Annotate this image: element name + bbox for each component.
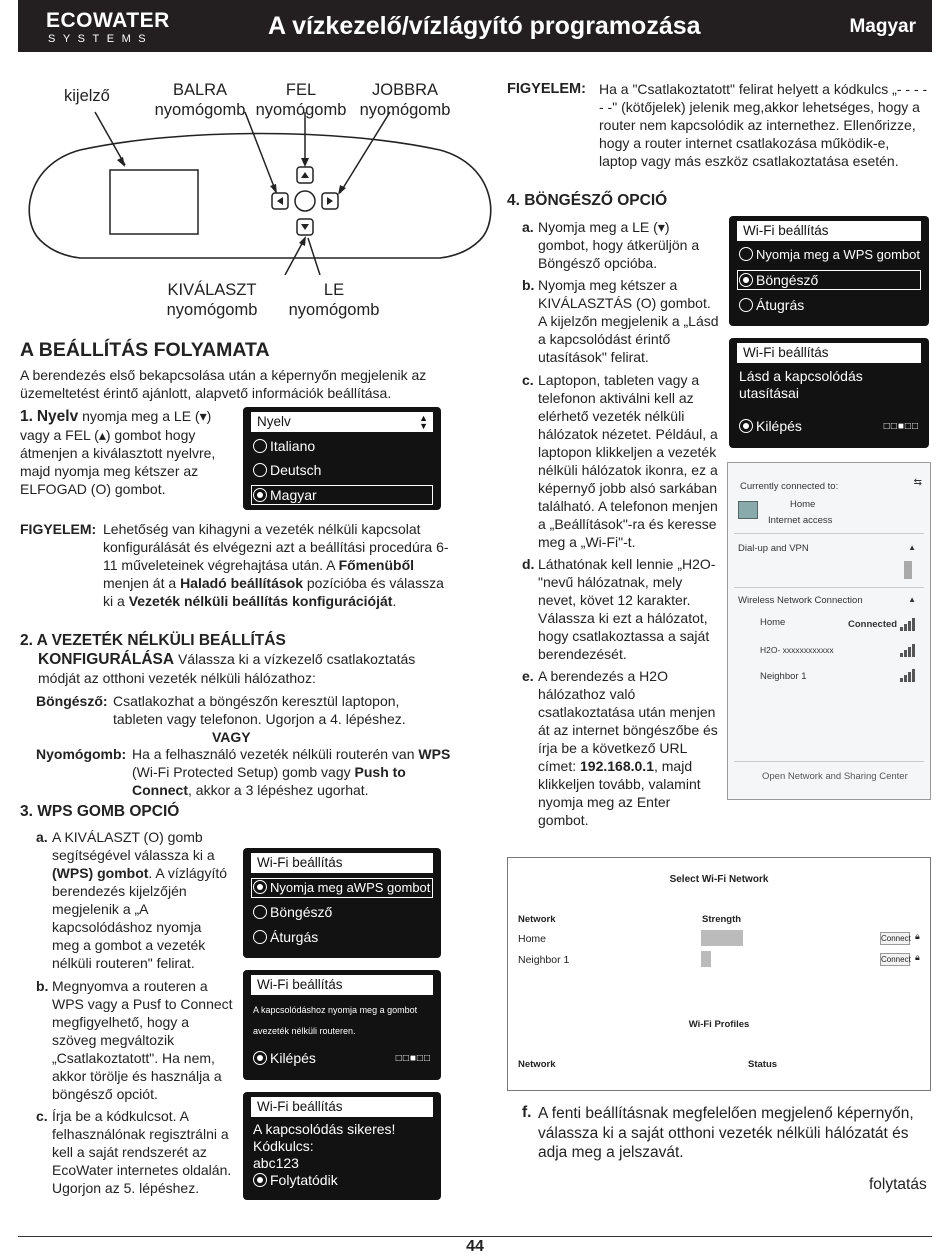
screen-wps-press: Wi-Fi beállítás A kapcsolódáshoz nyomja meg a gombot avezeték nélküli routeren. Kilépés □□■□□ bbox=[243, 970, 441, 1080]
step4b-number: b. bbox=[522, 277, 535, 293]
screen-title: Wi-Fi beállítás bbox=[251, 853, 433, 873]
scroll-arrows-icon: ▲ ▼ bbox=[419, 413, 428, 431]
step3b-number: b. bbox=[36, 978, 49, 994]
step4d-text: Láthatónak kell lennie „H2O-"nevű hálózatnak, mely nevet, követ 12 karakter. Válassza ki ezt a hálózatot, hogy csatlakoztassa a saját berendezését. bbox=[538, 556, 716, 662]
step4e-text: A berendezés a H2O hálózathoz való csatlakoztatása után menjen át az internet böngészőbe és írja be a következő URL címet: 192.168.0.1, majd klikkeljen tovább, valamint nyomja meg az Enter gombot. bbox=[538, 668, 718, 828]
left-arrow-icon bbox=[277, 197, 283, 205]
note1-text: Lehetőség van kihagyni a vezeték nélküli kapcsolat konfigurálását és elvégezni azt a beállítási procedúra 6-11 műveleteinek végrehajtása után. A Főmenüből menjen át a Haladó beállítások pozícióba és válassza ki a Vezeték nélküli beállítás konfigurációját. bbox=[103, 521, 449, 609]
step1-text: 1. Nyelv nyomja meg a LE (▾) vagy a FEL (▴) gombot hogy átmenjen a kiválasztott nyelvre, majd nyomja meg kétszer az ELFOGAD (O) gombot. bbox=[20, 408, 216, 497]
network-computer-icon bbox=[738, 501, 758, 519]
footer-line bbox=[18, 1236, 932, 1237]
or-label: VAGY bbox=[212, 729, 251, 745]
network-home[interactable]: Home bbox=[760, 617, 786, 628]
network-h2o[interactable]: H2O- xxxxxxxxxxxx bbox=[760, 645, 834, 655]
browser-label: Böngésző: bbox=[36, 693, 108, 709]
logo: ECOWATER bbox=[46, 9, 170, 32]
device-diagram bbox=[20, 110, 500, 275]
vpn-icon bbox=[904, 561, 912, 579]
step4-title: 4. BÖNGÉSZŐ OPCIÓ bbox=[507, 192, 668, 209]
screen-wps-success: Wi-Fi beállítás A kapcsolódás sikeres! Kódkulcs: abc123 Folytatódik bbox=[243, 1092, 441, 1200]
step4d-number: d. bbox=[522, 556, 535, 572]
screen-title: Nyelv bbox=[251, 412, 433, 432]
step4c-text: Laptopon, tableten vagy a telefonon aktiválni kell az elérhető vezeték nélküli hálózatok nézetet. Például, a laptopon klikkeljen a vezeték nélküli hálózatok ikonra, ez a képernyő jobb alsó sarkában található. A telefonon menjen a „Beállítások"-ra és keresse meg a „Wi-Fi"-t. bbox=[538, 372, 718, 550]
step3c-number: c. bbox=[36, 1108, 48, 1124]
connect-button-home[interactable]: Connect bbox=[881, 934, 911, 943]
label-display: kijelző bbox=[64, 87, 110, 105]
collapse-icon: ▲ bbox=[908, 543, 916, 552]
signal-icon bbox=[900, 617, 918, 631]
display-screen bbox=[110, 170, 198, 234]
step4e-number: e. bbox=[522, 668, 534, 684]
page-title: A vízkezelő/vízlágyító programozása bbox=[268, 12, 701, 40]
step4c-number: c. bbox=[522, 372, 534, 388]
lock-icon: 🔒︎ bbox=[915, 952, 920, 962]
collapse-icon: ▲ bbox=[908, 595, 916, 604]
browser-text: Csatlakozhat a böngészőn keresztül laptopon, tableten vagy telefonon. Ugorjon a 4. lépéshez. bbox=[113, 693, 406, 727]
screen-browser-select: Wi-Fi beállítás Nyomja meg a WPS gombot Böngésző Átugrás bbox=[729, 216, 929, 326]
windows-network-popup: Currently connected to: ⇆ Home Internet access Dial-up and VPN ▲ Wireless Network Connection ▲ Home Connected H2O- xxxxxxxxxxxx Neighbor 1 Open Network and Sharing Center bbox=[727, 462, 931, 800]
right-arrow-icon bbox=[327, 197, 333, 205]
language-label: Magyar bbox=[849, 16, 916, 37]
lock-icon: 🔒︎ bbox=[915, 931, 920, 941]
section-title-setup: A BEÁLLÍTÁS FOLYAMATA bbox=[20, 339, 270, 361]
pushbutton-text: Ha a felhasználó vezeték nélküli routerén van WPS (Wi-Fi Protected Setup) gomb vagy Push to Connect, akkor a 3 lépéshez ugorhat. bbox=[132, 746, 451, 798]
pushbutton-label: Nyomógomb: bbox=[36, 746, 127, 762]
strength-bar-neighbor bbox=[701, 951, 711, 967]
continued-label: folytatás bbox=[869, 1176, 927, 1193]
label-right-button: JOBBRA nyomógomb bbox=[359, 81, 451, 119]
strength-bar-home bbox=[701, 930, 743, 946]
network-neighbor[interactable]: Neighbor 1 bbox=[760, 671, 807, 682]
step4a-number: a. bbox=[522, 219, 534, 235]
setup-intro: A berendezés első bekapcsolása után a képernyőn megjelenik az üzemeltetést érintő ajánlott, alapvető információk beállítása. bbox=[20, 367, 427, 401]
warn-text: Ha a "Csatlakoztatott" felirat helyett a kódkulcs „- - - - - -" (kötőjelek) jelenik meg,akkor lehetséges, hogy a router nem kapcsolódik az internethez. Ellenőrizze, hogy a router internet csatlakozása működik-e, laptop vagy más eszköz csatlakoztatása esetén. bbox=[599, 81, 928, 169]
step2-title: 2. A VEZETÉK NÉLKÜLI BEÁLLÍTÁS bbox=[20, 632, 286, 649]
label-down-button: LE nyomógomb bbox=[288, 281, 380, 319]
step4f-number: f. bbox=[522, 1104, 532, 1121]
screen-language: Nyelv ▲ ▼ Italiano Deutsch Magyar bbox=[243, 407, 441, 510]
screen-title: Wi-Fi beállítás bbox=[251, 975, 433, 995]
logo-subtitle: SYSTEMS bbox=[48, 33, 154, 45]
select-button-icon bbox=[295, 191, 315, 211]
screen-title: Wi-Fi beállítás bbox=[251, 1097, 433, 1117]
screen-browser-instructions: Wi-Fi beállítás Lásd a kapcsolódás utasításai Kilépés □□■□□ bbox=[729, 338, 929, 448]
step2-text: KONFIGURÁLÁSA Válassza ki a vízkezelő csatlakoztatás módját az otthoni vezeték nélküli hálózathoz: bbox=[38, 651, 416, 686]
up-arrow-icon bbox=[301, 172, 309, 178]
page-header bbox=[18, 0, 932, 52]
wifi-network-page: Select Wi-Fi Network Network Strength Home Connect 🔒︎ Neighbor 1 Connect 🔒︎ Wi-Fi Profiles Network Status bbox=[507, 857, 931, 1091]
step4a-text: Nyomja meg a LE (▾) gombot, hogy átkerüljön a Böngésző opcióba. bbox=[538, 219, 700, 271]
step3a-number: a. bbox=[36, 829, 48, 845]
signal-icon bbox=[900, 668, 918, 682]
signal-icon bbox=[900, 643, 918, 657]
network-center-link[interactable]: Open Network and Sharing Center bbox=[762, 771, 908, 782]
step3c-text: Írja be a kódkulcsot. A felhasználónak regisztrálni a kell a saját rendszerét az EcoWater internetes oldalán. Ugorjon az 5. lépéshez. bbox=[52, 1108, 232, 1196]
screen-title: Wi-Fi beállítás bbox=[737, 221, 921, 241]
step3b-text: Megnyomva a routeren a WPS vagy a Pusf to Connect megfigyelhető, hogy a szöveg megváltozik „Csatlakoztatott". Ha nem, akkor törölje és használja a böngésző opciót. bbox=[52, 978, 233, 1102]
screen-wps-select: Wi-Fi beállítás Nyomja meg aWPS gombot Böngésző Áturgás bbox=[243, 848, 441, 958]
network-refresh-icon: ⇆ bbox=[913, 477, 922, 488]
label-up-button: FEL nyomógomb bbox=[255, 81, 347, 119]
screen-title: Wi-Fi beállítás bbox=[737, 343, 921, 363]
page-number: 44 bbox=[466, 1238, 484, 1255]
step3-title: 3. WPS GOMB OPCIÓ bbox=[20, 803, 180, 820]
screen-message: A kapcsolódáshoz nyomja meg a gombot avezeték nélküli routeren. bbox=[253, 1005, 418, 1036]
step4f-text: A fenti beállításnak megfelelően megjelenő képernyőn, válassza ki a saját otthoni vezeték nélküli hálózatát és adja meg a jelszavát. bbox=[538, 1105, 914, 1161]
label-left-button: BALRA nyomógomb bbox=[154, 81, 246, 119]
note1-label: FIGYELEM: bbox=[20, 521, 97, 537]
step3a-text: A KIVÁLASZT (O) gomb segítségével válassza ki a (WPS) gombot. A vízlágyító berendezés kijelzőjén megjelenik a „A kapcsolódáshoz nyomja meg a gombot a vezeték nélküli routeren" felirat. bbox=[52, 829, 228, 971]
down-arrow-icon bbox=[301, 224, 309, 230]
label-select-button: KIVÁLASZT nyomógomb bbox=[166, 281, 258, 319]
progress-dots: □□■□□ bbox=[395, 1053, 431, 1064]
warn-label: FIGYELEM: bbox=[507, 81, 586, 97]
connect-button-neighbor[interactable]: Connect bbox=[881, 955, 911, 964]
progress-dots: □□■□□ bbox=[883, 421, 919, 432]
step4b-text: Nyomja meg kétszer a KIVÁLASZTÁS (O) gombot. A kijelzőn megjelenik a „Lásd a kapcsolódást érintő utasítások" felirat. bbox=[538, 277, 719, 365]
